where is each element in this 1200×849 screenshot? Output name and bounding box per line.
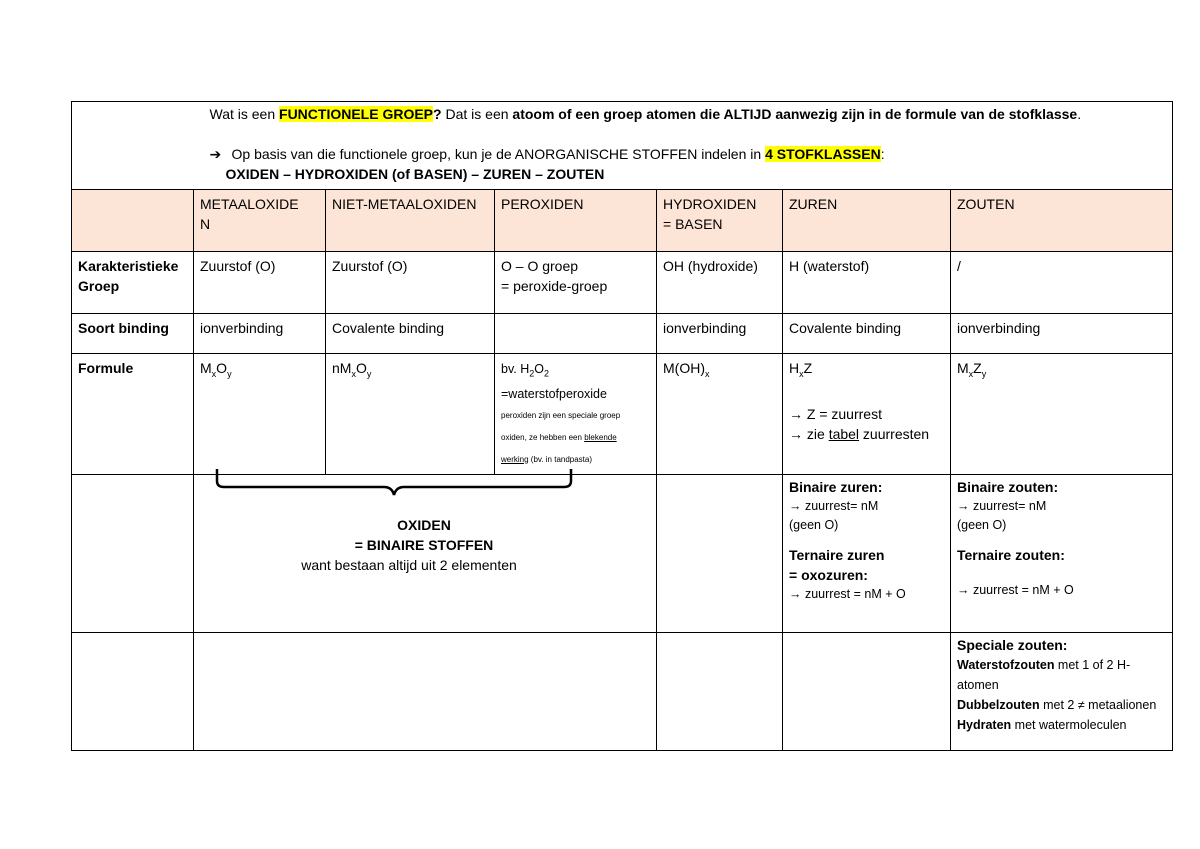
groep-zuren: H (waterstof)	[783, 252, 951, 314]
groep-niet-metaaloxiden: Zuurstof (O)	[326, 252, 495, 314]
header-zouten: ZOUTEN	[951, 190, 1173, 252]
highlight-functionele-groep: FUNCTIONELE GROEP	[279, 106, 434, 122]
formule-zuren: $H_xZ$ → Z = zuurrest → zie tabel zuurresten	[783, 354, 951, 475]
highlight-4-stofklassen: 4 STOFKLASSEN	[765, 146, 881, 162]
header-empty	[72, 190, 194, 252]
label-soort-binding: Soort binding	[72, 314, 194, 354]
curly-brace-icon	[214, 469, 574, 511]
speciale-empty-2	[194, 632, 657, 750]
formule-hydroxiden: $M(OH)_x$	[657, 354, 783, 475]
binding-peroxiden	[495, 314, 657, 354]
peroxide-note: peroxiden zijn een speciale groep oxiden, ze hebben een blekende werking (bv. in tandpasta)	[501, 410, 621, 464]
speciale-empty-4	[783, 632, 951, 750]
stofklassen-table	[71, 101, 1173, 751]
arrow-icon: ➔	[209, 146, 222, 162]
groep-hydroxiden: OH (hydroxide)	[657, 252, 783, 314]
groep-metaaloxiden: Zuurstof (O)	[194, 252, 326, 314]
header-row	[72, 190, 1173, 252]
label-karakteristieke-groep: Karakteristieke Groep	[72, 252, 194, 314]
formule-metaaloxiden: $M_xO_y$	[194, 354, 326, 475]
intro-row	[72, 102, 1173, 190]
binding-hydroxiden: ionverbinding	[657, 314, 783, 354]
binding-niet-metaaloxiden: Covalente binding	[326, 314, 495, 354]
row-speciale-zouten	[72, 632, 1173, 750]
subtypes-empty	[72, 474, 194, 632]
binding-zouten: ionverbinding	[951, 314, 1173, 354]
binding-zuren: Covalente binding	[783, 314, 951, 354]
speciale-empty-1	[72, 632, 194, 750]
formule-zouten: $M_xZ_y$	[951, 354, 1173, 475]
row-soort-binding	[72, 314, 1173, 354]
intro-cell	[194, 102, 1173, 190]
groep-zouten: /	[951, 252, 1173, 314]
classes-list: OXIDEN – HYDROXIDEN (of BASEN) – ZUREN – ZOUTEN	[225, 166, 605, 182]
speciale-empty-3	[657, 632, 783, 750]
zuren-subtypes: Binaire zuren: → zuurrest= nM (geen O) Ternaire zuren = oxozuren: → zuurrest = nM + O	[783, 474, 951, 632]
oxiden-label-block	[194, 515, 654, 575]
binding-metaaloxiden: ionverbinding	[194, 314, 326, 354]
classification-line: ➔ Op basis van die functionele groep, kun je de ANORGANISCHE STOFFEN indelen in 4 STOFKLASSEN:	[209, 146, 885, 162]
binaire-stoffen-label: = BINAIRE STOFFEN	[354, 536, 494, 553]
speciale-zouten-cell: Speciale zouten: Waterstofzouten met 1 of 2 H-atomen Dubbelzouten met 2 ≠ metaalionen Hydraten met watermoleculen	[951, 632, 1173, 750]
oxiden-title: OXIDEN	[397, 516, 451, 533]
functional-group-question: Wat is een FUNCTIONELE GROEP? Dat is een atoom of een groep atomen die ALTIJD aanwezig zijn in de formule van de stofklasse.	[209, 106, 1082, 122]
speciale-zouten-title: Speciale zouten:	[957, 636, 1068, 653]
subtypes-hydroxiden-empty	[657, 474, 783, 632]
groep-peroxiden: O – O groep = peroxide-groep	[495, 252, 657, 314]
label-formule: Formule	[72, 354, 194, 475]
oxiden-summary-cell	[194, 474, 657, 632]
row-formule	[72, 354, 1173, 475]
header-zuren: ZUREN	[783, 190, 951, 252]
formule-niet-metaaloxiden: $nM_xO_y$	[326, 354, 495, 475]
formule-peroxiden: bv. $H_2O_2$ =waterstofperoxide peroxiden zijn een speciale groep oxiden, ze hebben een blekende werking (bv. in tandpasta)	[495, 354, 657, 475]
oxiden-explanation: want bestaan altijd uit 2 elementen	[301, 556, 517, 573]
header-niet-metaaloxiden: NIET-METAALOXIDEN	[326, 190, 495, 252]
header-peroxiden: PEROXIDEN	[495, 190, 657, 252]
zouten-subtypes: Binaire zouten: → zuurrest= nM (geen O) Ternaire zouten: → zuurrest = nM + O	[951, 474, 1173, 632]
header-hydroxiden: HYDROXIDEN = BASEN	[657, 190, 783, 252]
header-metaaloxiden: METAALOXIDE N	[194, 190, 326, 252]
row-subtypes	[72, 474, 1173, 632]
row-karakteristieke-groep	[72, 252, 1173, 314]
